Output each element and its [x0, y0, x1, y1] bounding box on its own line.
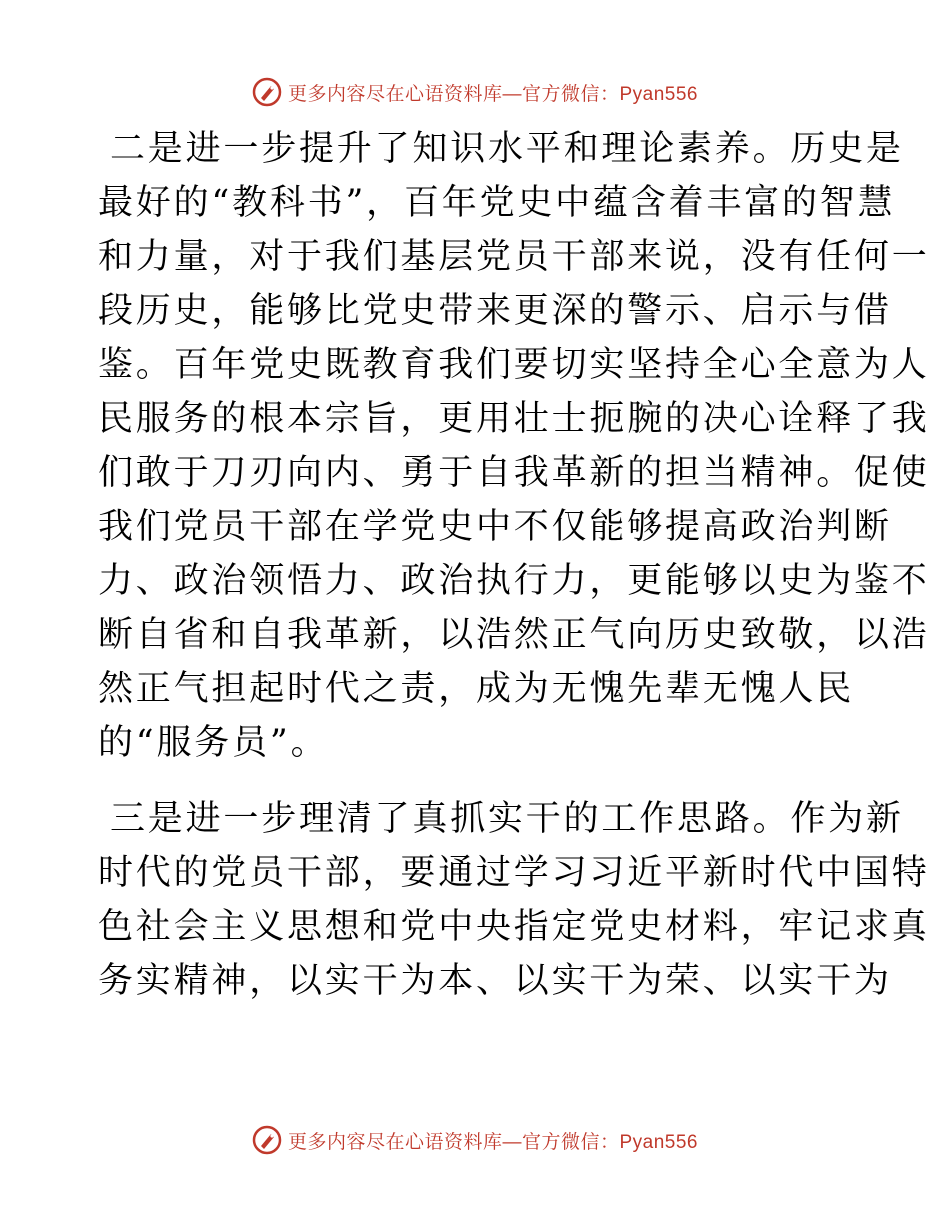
text-line: 鉴。百年党史既教育我们要切实坚持全心全意为人	[98, 345, 930, 385]
text-line: 三是进一步理清了真抓实干的工作思路。作为新	[110, 799, 904, 839]
text-line: 民服务的根本宗旨，更用壮士扼腕的决心诠释了我	[98, 399, 930, 439]
text-line: 的“服务员”。	[98, 723, 329, 763]
pen-nib-logo-icon	[252, 77, 282, 107]
text-line: 时代的党员干部，要通过学习习近平新时代中国特	[98, 853, 930, 893]
watermark-text: 更多内容尽在心语资料库—官方微信：Pyan556	[287, 1131, 698, 1153]
text-line: 断自省和自我革新，以浩然正气向历史致敬，以浩	[98, 615, 930, 655]
watermark-text: 更多内容尽在心语资料库—官方微信：Pyan556	[287, 83, 698, 105]
pen-nib-logo-icon	[252, 1125, 282, 1155]
paragraph-3	[98, 792, 930, 1008]
text-line: 最好的“教科书”，百年党史中蕴含着丰富的智慧	[98, 183, 896, 223]
text-line: 二是进一步提升了知识水平和理论素养。历史是	[110, 129, 904, 169]
text-line: 务实精神，以实干为本、以实干为荣、以实干为	[98, 961, 892, 1001]
header-watermark	[0, 72, 950, 112]
footer-watermark	[0, 1120, 950, 1160]
document-body	[98, 122, 930, 1008]
text-line: 们敢于刀刃向内、勇于自我革新的担当精神。促使	[98, 453, 930, 493]
text-line: 然正气担起时代之责，成为无愧先辈无愧人民	[98, 669, 855, 709]
paragraph-2	[98, 122, 930, 770]
text-line: 我们党员干部在学党史中不仅能够提高政治判断	[98, 507, 892, 547]
text-line: 和力量，对于我们基层党员干部来说，没有任何一	[98, 237, 930, 277]
text-line: 段历史，能够比党史带来更深的警示、启示与借	[98, 291, 892, 331]
text-line: 力、政治领悟力、政治执行力，更能够以史为鉴不	[98, 561, 930, 601]
text-line: 色社会主义思想和党中央指定党史材料，牢记求真	[98, 907, 930, 947]
